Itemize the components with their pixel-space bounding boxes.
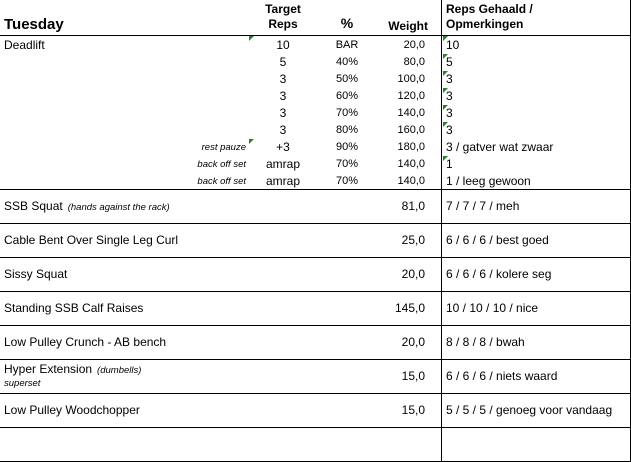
exercise-name-text: Sissy Squat [4,267,68,281]
exercise-weight: 25,0 [401,233,425,247]
comment-marker-icon [443,36,448,41]
set-note: 3 [446,123,453,137]
set-note: 1 [446,157,453,171]
exercise-name-text: Low Pulley Crunch - AB bench [4,335,167,349]
exercise-name-text: Standing SSB Calf Raises [4,301,144,315]
set-weight: 140,0 [397,107,425,119]
set-weight: 140,0 [397,158,425,170]
set-target-reps: 3 [279,89,287,103]
exercise-name [4,403,140,417]
set-percent: 50% [335,73,359,85]
exercise-weight: 145,0 [394,301,425,315]
exercise-subnote: superset [4,378,41,389]
set-note: 3 [446,72,453,86]
set-target-reps: 3 [279,123,287,137]
set-weight: 20,0 [403,39,425,51]
set-note: 5 [446,55,453,69]
weight-header: Weight [388,19,428,33]
set-target-reps: amrap [265,157,300,171]
exercise-name-text: Hyper Extension [4,362,93,376]
set-target-reps: 3 [279,72,287,86]
set-weight: 100,0 [397,73,425,85]
exercise-name [4,199,170,215]
notes-header-line1: Reps Gehaald / [446,2,533,16]
comment-marker-icon [443,156,448,161]
exercise-note: 10 / 10 / 10 / nice [446,301,539,315]
set-percent: 90% [335,141,359,153]
set-percent: 70% [335,175,359,187]
set-label: back off set [197,159,246,170]
set-percent: 70% [335,158,359,170]
exercise-weight: 15,0 [401,369,425,383]
set-note: 3 [446,89,453,103]
set-weight: 80,0 [403,56,425,68]
exercise-weight: 15,0 [401,403,425,417]
set-note: 3 / gatver wat zwaar [446,140,554,154]
exercise-name-text: Low Pulley Woodchopper [4,403,140,417]
set-label: rest pauze [201,142,246,153]
exercise-note: 6 / 6 / 6 / niets waard [446,369,558,383]
notes-header-line2: Opmerkingen [446,17,524,31]
exercise-detail: (hands against the rack) [67,202,170,213]
exercise-note: 6 / 6 / 6 / best goed [446,233,549,247]
comment-marker-icon [443,105,448,110]
exercise-note: 8 / 8 / 8 / bwah [446,335,525,349]
comment-marker-icon [443,54,448,59]
percent-header: % [340,15,354,31]
set-target-reps: 3 [279,106,287,120]
set-percent: 70% [335,107,359,119]
set-note: 10 [446,38,460,52]
set-target-reps: +3 [276,140,290,154]
exercise-name-deadlift: Deadlift [4,38,45,52]
set-percent: 60% [335,90,359,102]
exercise-detail: (dumbells) [97,365,142,376]
exercise-name [4,233,178,247]
set-weight: 180,0 [397,141,425,153]
exercise-note: 6 / 6 / 6 / kolere seg [446,267,552,281]
set-weight: 160,0 [397,124,425,136]
set-note: 3 [446,106,453,120]
comment-marker-icon [443,122,448,127]
exercise-note: 5 / 5 / 5 / genoeg voor vandaag [446,403,613,417]
exercise-name [4,362,141,378]
set-target-reps: 5 [279,55,287,69]
set-target-reps: 10 [276,38,290,52]
exercise-name [4,267,67,281]
set-weight: 140,0 [397,175,425,187]
set-weight: 120,0 [397,90,425,102]
target-reps-header-line1: Target [265,2,301,16]
set-percent: 80% [335,124,359,136]
exercise-name-text: SSB Squat [4,199,63,213]
comment-marker-icon [443,71,448,76]
exercise-weight: 20,0 [401,267,425,281]
set-percent: 40% [335,56,359,68]
exercise-name-text: Cable Bent Over Single Leg Curl [4,233,179,247]
set-target-reps: amrap [265,174,300,188]
exercise-weight: 81,0 [401,199,425,213]
set-label: back off set [197,176,246,187]
exercise-note: 7 / 7 / 7 / meh [446,199,520,213]
exercise-name [4,301,143,315]
set-percent: BAR [335,39,359,51]
comment-marker-icon [249,36,254,41]
exercise-name [4,335,166,349]
comment-marker-icon [443,88,448,93]
day-title: Tuesday [4,16,64,33]
comment-marker-icon [249,139,254,144]
exercise-weight: 20,0 [401,335,425,349]
set-note: 1 / leeg gewoon [446,174,531,188]
target-reps-header-line2: Reps [268,17,298,31]
